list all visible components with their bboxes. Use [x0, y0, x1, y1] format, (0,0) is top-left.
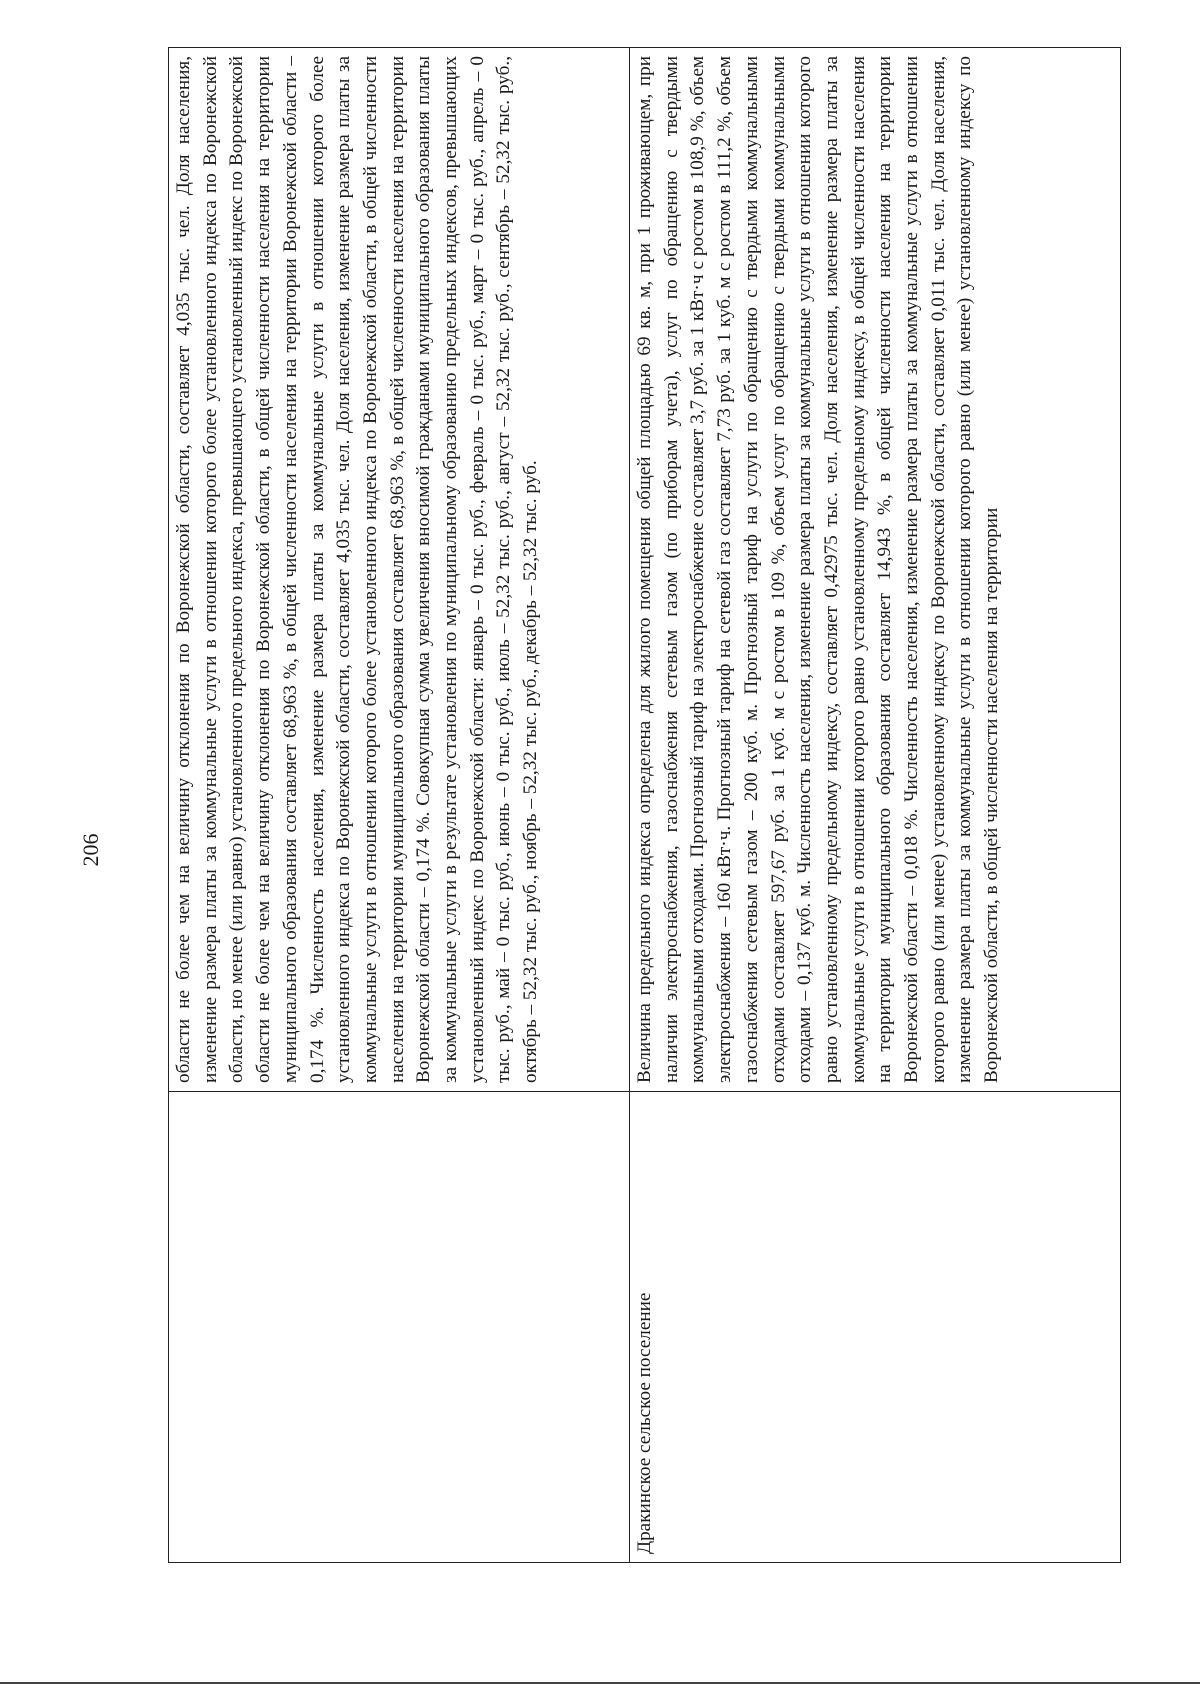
page-number: 206 [78, 833, 103, 867]
description-text: Величина предельного индекса определена для жилого помещения общей площадью 69 кв. м, при 1 проживающем, при наличии электроснабжения, газоснабжения сетевым газом (по приборам учета), услуг по обращению с твердыми коммунальными отходами. Прогнозный тариф на электроснабжение составляет 3,7 руб. за 1 кВт·ч с ростом в 108,9 %, объем электроснабжения – 160 кВт·ч. Прогнозный тариф на сетевой газ составляет 7,73 руб. за 1 куб. м с ростом в 111,2 %, объем газоснабжения сетевым газом – 200 куб. м. Прогнозный тариф на услуги по обращению с твердыми коммунальными отходами составляет 597,67 руб. за 1 куб. м с ростом в 109 %, объем услуг по обращению с твердыми коммунальными отходами – 0,137 куб. м. Численность населения, изменение размера платы за коммунальные услуги в отношении которого равно установленному предельному индексу, составляет 0,42975 тыс. чел. Доля населения, изменение размера платы за коммунальные услуги в отношении которого равно установленному предельному индексу, в общей численности населения на территории муниципального образования составляет 14,943 %, в общей численности населения на территории Воронежской области – 0,018 %. Численность населения, изменение размера платы за коммунальные услуги в отношении которого равно (или менее) установленному индексу по Воронежской области, составляет 0,011 тыс. чел. Доля населения, изменение размера платы за коммунальные услуги в отношении которого равно (или менее) установленному индексу по Воронежской области, в общей численности населения на территории [634, 56, 1003, 1083]
scan-edge-line [0, 1683, 1200, 1685]
municipality-name: Дракинское сельское поселение [634, 1292, 655, 1554]
tariff-table [168, 47, 1121, 1563]
description-text: области не более чем на величину отклонения по Воронежской области, составляет 4,035 тыс. чел. Доля населения, изменение размера платы за коммунальные услуги в отношении которого более установленного индекса по Воронежской области, но менее (или равно) установленного предельного индекса, превышающего установленный индекс по Воронежской области не более чем на величину отклонения по Воронежской области, в общей численности населения на территории муниципального образования составляет 68,963 %, в общей численности населения на территории Воронежской области – 0,174 %. Численность населения, изменение размера платы за коммунальные услуги в отношении которого более установленного индекса по Воронежской области, составляет 4,035 тыс. чел. Доля населения, изменение размера платы за коммунальные услуги в отношении которого более установленного индекса по Воронежской области, в общей численности населения на территории муниципального образования составляет 68,963 %, в общей численности населения на территории Воронежской области – 0,174 %. Совокупная сумма увеличения вносимой гражданами муниципального образования платы за коммунальные услуги в результате установления по муниципальному образованию предельных индексов, превышающих установленный индекс по Воронежской области: январь – 0 тыс. руб., февраль – 0 тыс. руб., март – 0 тыс. руб., апрель – 0 тыс. руб., май – 0 тыс. руб., июнь – 0 тыс. руб., июль – 52,32 тыс. руб., август – 52,32 тыс. руб., сентябрь – 52,32 тыс. руб., октябрь – 52,32 тыс. руб., ноябрь – 52,32 тыс. руб., декабрь – 52,32 тыс. руб. [173, 56, 542, 1083]
municipality-name-cell [169, 1092, 630, 1563]
municipality-name-cell [630, 1092, 1121, 1563]
description-cell [630, 48, 1121, 1092]
table-row [169, 48, 630, 1563]
description-cell [169, 48, 630, 1092]
table-row [630, 48, 1121, 1563]
